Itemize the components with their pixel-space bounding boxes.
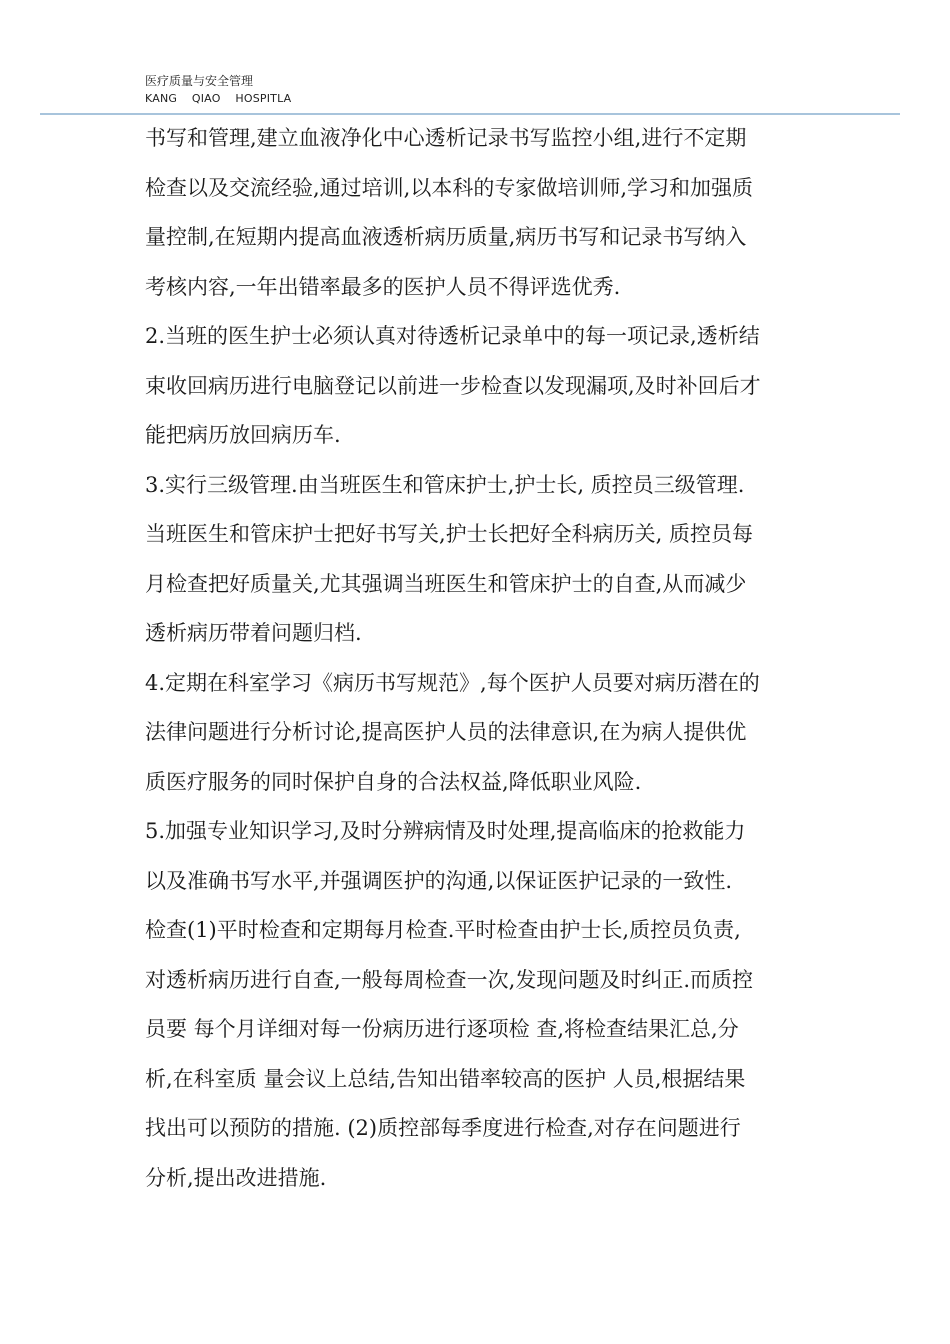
body-line: 月检查把好质量关,尤其强调当班医生和管床护士的自查,从而减少 — [145, 571, 747, 596]
body-line: 以及准确书写水平,并强调医护的沟通,以保证医护记录的一致性. — [145, 868, 733, 893]
body-line: 5.加强专业知识学习,及时分辨病情及时处理,提高临床的抢救能力 — [145, 819, 746, 843]
body-line: 找出可以预防的措施. (2)质控部每季度进行检查,对存在问题进行 — [145, 1116, 741, 1140]
body-line: 员要 每个月详细对每一份病历进行逐项检 查,将检查结果汇总,分 — [145, 1017, 739, 1041]
page-header — [145, 72, 291, 108]
body-line: 量控制,在短期内提高血液透析病历质量,病历书写和记录书写纳入 — [145, 225, 747, 249]
header-subtitle: KANG QIAO HOSPITLA — [145, 92, 292, 105]
body-line: 分析,提出改进措施. — [145, 1165, 327, 1190]
body-line: 2.当班的医生护士必须认真对待透析记录单中的每一项记录,透析结 — [145, 324, 760, 348]
body-line: 透析病历带着问题归档. — [145, 621, 362, 645]
header-title: 医疗质量与安全管理 — [145, 74, 254, 88]
body-line: 能把病历放回病历车. — [145, 423, 341, 447]
body-line: 4.定期在科室学习《病历书写规范》,每个医护人员要对病历潜在的 — [145, 670, 760, 695]
body-line: 质医疗服务的同时保护自身的合法权益,降低职业风险. — [145, 769, 642, 794]
body-line: 束收回病历进行电脑登记以前进一步检查以发现漏项,及时补回后才 — [145, 373, 761, 398]
body-line: 当班医生和管床护士把好书写关,护士长把好全科病历关, 质控员每 — [145, 522, 754, 546]
body-line: 析,在科室质 量会议上总结,告知出错率较高的医护 人员,根据结果 — [145, 1066, 746, 1091]
body-text — [145, 114, 810, 1203]
body-line: 3.实行三级管理.由当班医生和管床护士,护士长, 质控员三级管理. — [145, 472, 745, 497]
body-line: 检查以及交流经验,通过培训,以本科的专家做培训师,学习和加强质 — [145, 175, 754, 200]
body-line: 考核内容,一年出错率最多的医护人员不得评选优秀. — [145, 274, 621, 299]
body-line: 书写和管理,建立血液净化中心透析记录书写监控小组,进行不定期 — [145, 126, 747, 150]
body-line: 检查(1)平时检查和定期每月检查.平时检查由护士长,质控员负责, — [145, 918, 741, 942]
body-line: 对透析病历进行自查,一般每周检查一次,发现问题及时纠正.而质控 — [145, 967, 754, 992]
body-line: 法律问题进行分析讨论,提高医护人员的法律意识,在为病人提供优 — [145, 720, 747, 744]
